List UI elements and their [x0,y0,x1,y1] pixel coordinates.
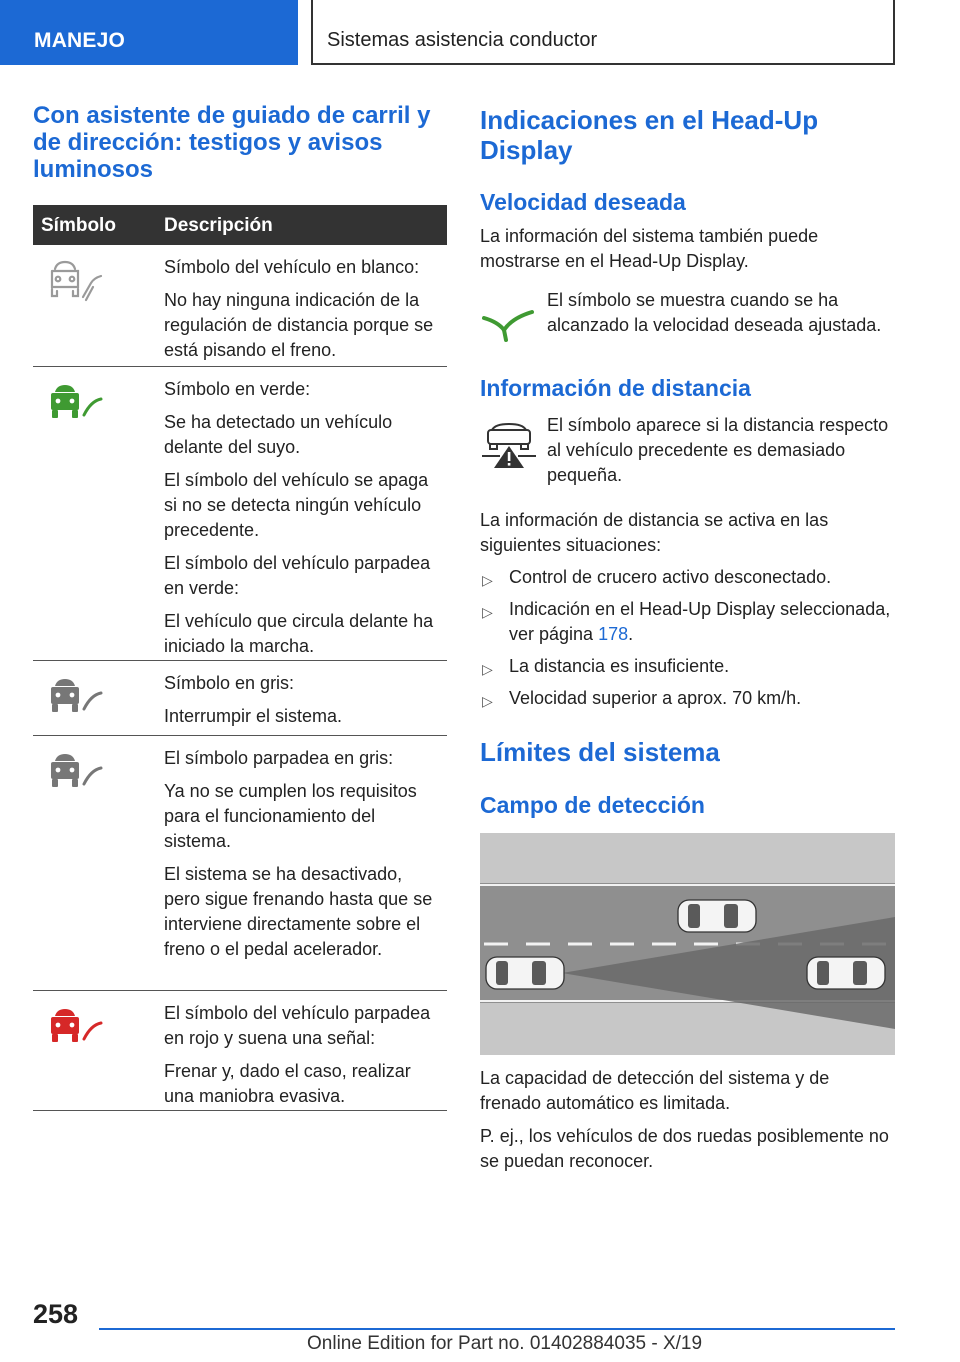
table-row [33,736,447,991]
row-description [164,245,447,375]
vehicle-red-icon [41,1003,105,1049]
distance-heading: Información de distancia [480,375,751,401]
limits-heading: Límites del sistema [480,737,720,767]
chapter-tab [311,0,895,65]
list-item-text: Velocidad superior a aprox. 70 km/h. [509,688,802,708]
row-text: El sistema se ha desactivado, pero sigue frenando hasta que se interviene directamente sobre el freno o el pedal acelerador. [164,864,433,959]
list-item [480,686,892,711]
row-text: Ya no se cumplen los requisitos para el funcionamiento del sistema. [164,781,417,851]
distance-icon-text: El símbolo aparece si la distancia respecto al vehículo precedente es demasiado pequeña. [547,415,889,485]
road-diagram [480,833,895,1055]
footer-rule [99,1328,895,1330]
section-label: MANEJO [34,29,126,52]
row-text: Símbolo en verde: [164,379,311,399]
desired-speed-marker-icon [480,300,538,350]
row-text: Símbolo en gris: [164,673,295,693]
detection-field-illustration [480,833,895,1055]
detection-caption-1: La capacidad de detección del sistema y de frenado automático es limitada. [480,1068,830,1113]
distance-intro: La información de distancia se activa en las siguientes situaciones: [480,510,829,555]
list-item-text: La distancia es insuficiente. [509,656,730,676]
column-symbol: Símbolo [41,215,116,236]
list-item: ▷ Indicación en el Head-Up Display seleccionada, ver página 178. [482,599,891,644]
row-text: Interrumpir el sistema. [164,706,343,726]
table-header [33,205,447,245]
symbol-table [33,205,447,1111]
bullet-icon: ▷ [482,572,493,588]
section-tab [0,0,298,65]
distance-warning-icon [480,420,538,470]
chapter-label: Sistemas asistencia conductor [327,29,598,51]
list-item [480,565,892,590]
edition-note: Online Edition for Part no. 01402884035 - X/19 [307,1333,703,1354]
table-row [33,991,447,1111]
detection-field-heading: Campo de detección [480,792,705,818]
row-text: No hay ninguna indicación de la regulación de distancia porque se está pisando el freno. [164,290,434,360]
list-item-text: Control de crucero activo desconectado. [509,567,832,587]
list-item [480,654,892,679]
vehicle-outline-white-icon [41,257,105,303]
row-description [164,661,447,741]
detection-caption-2: P. ej., los vehículos de dos ruedas posiblemente no se puedan reconocer. [480,1126,889,1171]
column-description: Descripción [164,215,273,236]
vehicle-gray-blinking-icon [41,748,105,794]
bullet-icon: ▷ [482,693,493,709]
vehicle-green-icon [41,379,105,425]
speed-icon-text: El símbolo se muestra cuando se ha alcanzado la velocidad deseada ajustada. [547,290,882,335]
distance-conditions-list [480,565,892,718]
row-text: El símbolo del vehículo parpadea en rojo y suena una señal: [164,1003,431,1048]
bullet-icon: ▷ [482,604,493,620]
row-description [164,367,447,671]
row-text: El símbolo parpadea en gris: [164,748,394,768]
table-row [33,661,447,736]
row-description [164,736,447,974]
row-text: El símbolo del vehículo se apaga si no se detecta ningún vehículo precedente. [164,470,429,540]
left-section-title: Con asistente de guiado de carril y de dirección: testigos y avisos luminosos [33,102,431,183]
table-row [33,245,447,367]
row-text: Símbolo del vehículo en blanco: [164,257,420,277]
row-text: Frenar y, dado el caso, realizar una maniobra evasiva. [164,1061,411,1106]
row-text: Se ha detectado un vehículo delante del suyo. [164,412,393,457]
page-reference-link[interactable]: 178 [598,624,629,644]
table-row [33,367,447,661]
speed-intro: La información del sistema también puede mostrarse en el Head-Up Display. [480,226,819,271]
speed-heading: Velocidad deseada [480,189,686,215]
bullet-icon: ▷ [482,661,493,677]
vehicle-gray-icon [41,673,105,719]
list-item-text: Indicación en el Head-Up Display seleccionada, ver página [509,599,891,644]
page-number: 258 [33,1299,79,1329]
row-text: El símbolo del vehículo parpadea en verde: [164,553,431,598]
right-section-title: Indicaciones en el Head-Up Display [480,105,819,165]
row-description [164,991,447,1121]
row-text: El vehículo que circula delante ha iniciado la marcha. [164,611,434,656]
